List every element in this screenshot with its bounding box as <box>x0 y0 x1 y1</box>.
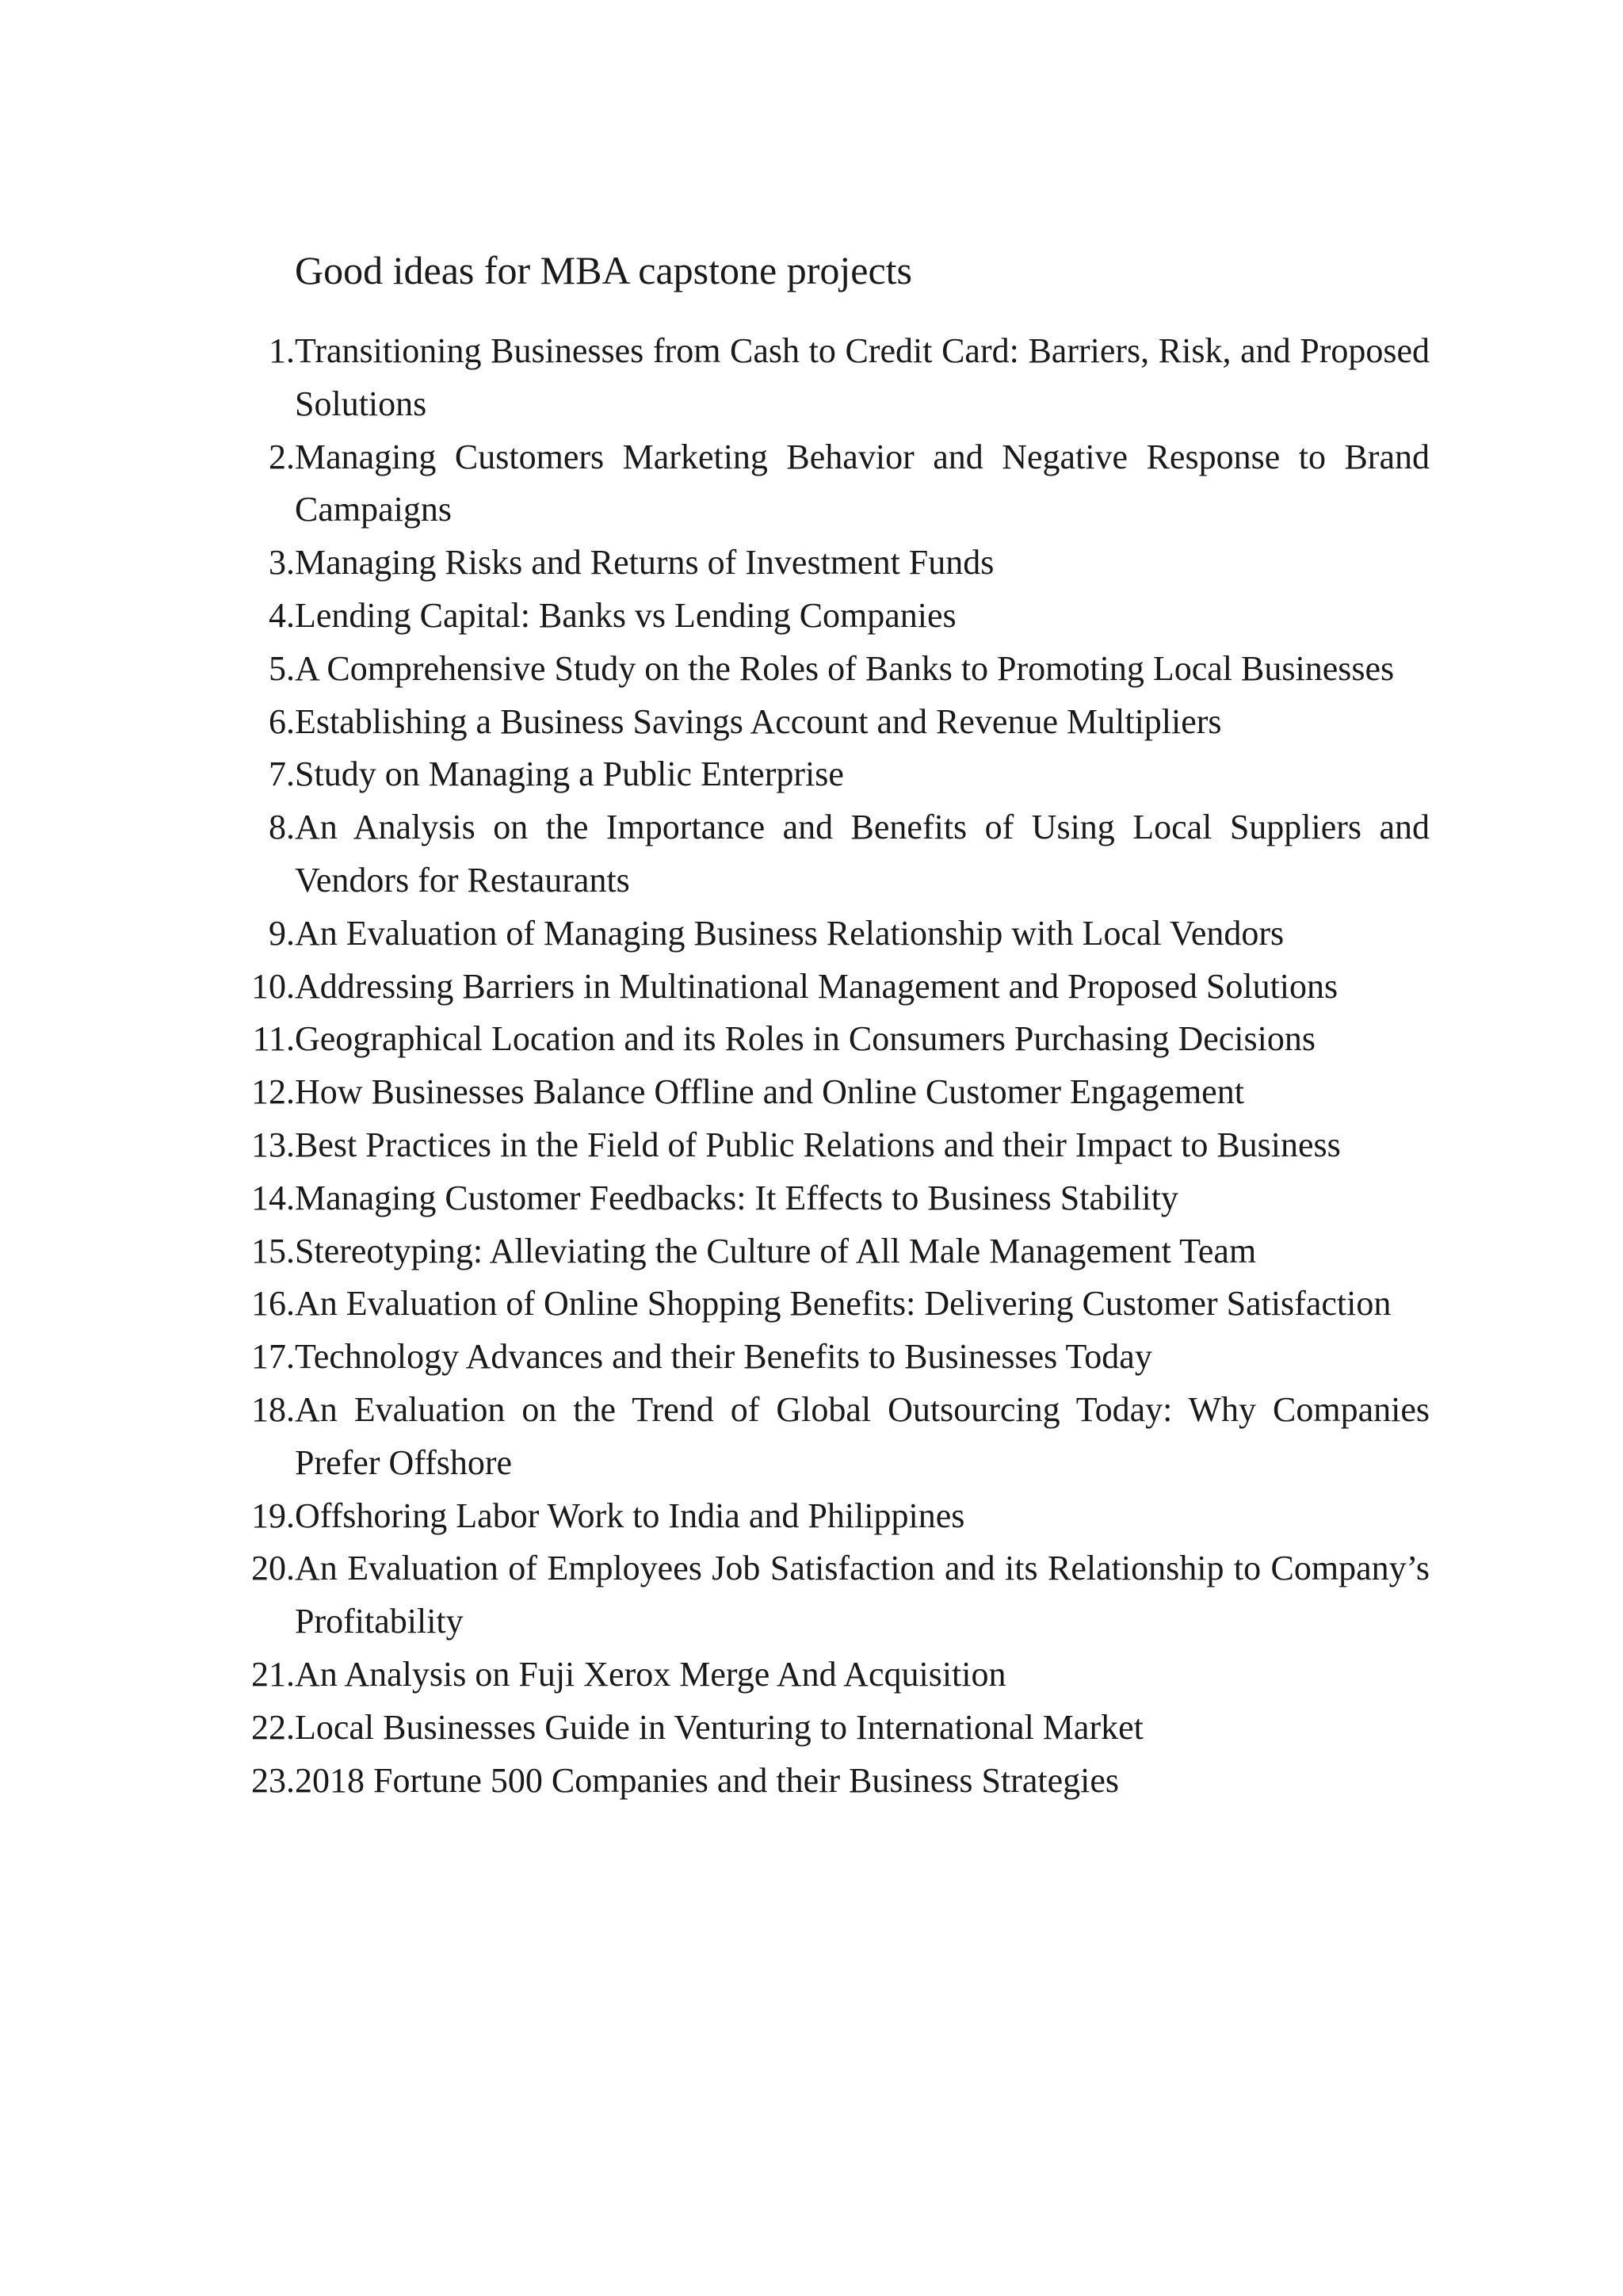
list-item <box>238 325 1430 431</box>
list-item <box>238 748 1430 801</box>
list-item <box>238 590 1430 643</box>
list-item-text: An Analysis on the Importance and Benefits of Using Local Suppliers and Vendors for Restaurants <box>295 808 1430 900</box>
project-ideas-list <box>238 325 1430 1807</box>
list-item-text: Offshoring Labor Work to India and Philippines <box>295 1496 965 1535</box>
list-item-text: Study on Managing a Public Enterprise <box>295 755 844 794</box>
list-item-text: Geographical Location and its Roles in Consumers Purchasing Decisions <box>295 1019 1316 1059</box>
list-item <box>238 1384 1430 1490</box>
list-item-text: Addressing Barriers in Multinational Management and Proposed Solutions <box>295 966 1338 1006</box>
list-item-number: 22. <box>251 1707 295 1747</box>
list-item <box>238 1702 1430 1755</box>
list-item-number: 17. <box>251 1337 295 1377</box>
list-item <box>238 643 1430 696</box>
list-item-number: 1. <box>269 331 295 370</box>
list-item <box>238 696 1430 749</box>
list-item-number: 12. <box>251 1072 295 1112</box>
list-item-number: 9. <box>269 913 295 953</box>
list-item <box>238 801 1430 907</box>
list-item <box>238 907 1430 961</box>
list-item-number: 16. <box>251 1284 295 1324</box>
list-item-number: 14. <box>251 1178 295 1217</box>
list-item-number: 18. <box>251 1389 295 1429</box>
list-item-text: Local Businesses Guide in Venturing to International Market <box>295 1707 1144 1747</box>
list-item <box>238 1013 1430 1066</box>
list-item <box>238 1066 1430 1119</box>
list-item-text: Stereotyping: Alleviating the Culture of All Male Management Team <box>295 1231 1257 1270</box>
list-item-text: Best Practices in the Field of Public Relations and their Impact to Business <box>295 1125 1341 1164</box>
list-item-text: An Analysis on Fuji Xerox Merge And Acquisition <box>295 1654 1006 1694</box>
list-item <box>238 1490 1430 1543</box>
list-item-number: 19. <box>251 1496 295 1535</box>
list-item-text: A Comprehensive Study on the Roles of Banks to Promoting Local Businesses <box>295 648 1395 688</box>
list-item <box>238 1331 1430 1384</box>
list-item-number: 15. <box>251 1231 295 1270</box>
list-item-number: 11. <box>252 1019 295 1059</box>
list-item-text: Managing Customer Feedbacks: It Effects to Business Stability <box>295 1178 1178 1217</box>
list-item-number: 2. <box>269 437 295 476</box>
list-item <box>238 431 1430 537</box>
list-item <box>238 1542 1430 1648</box>
list-item-number: 4. <box>269 595 295 635</box>
list-item-text: How Businesses Balance Offline and Online Customer Engagement <box>295 1072 1244 1112</box>
list-item-number: 23. <box>251 1760 295 1800</box>
list-item-text: An Evaluation of Employees Job Satisfaction and its Relationship to Company’s Profitability <box>295 1549 1430 1641</box>
list-item <box>238 1278 1430 1331</box>
list-item <box>238 1119 1430 1172</box>
list-item <box>238 1172 1430 1225</box>
list-item <box>238 1755 1430 1808</box>
list-item-number: 21. <box>251 1654 295 1694</box>
list-item-number: 5. <box>269 648 295 688</box>
list-item-text: Managing Risks and Returns of Investment Funds <box>295 543 995 583</box>
list-item <box>238 1648 1430 1702</box>
list-item-number: 6. <box>269 701 295 741</box>
list-item-text: An Evaluation of Managing Business Relationship with Local Vendors <box>295 913 1285 953</box>
list-item-number: 10. <box>251 966 295 1006</box>
list-item-number: 20. <box>251 1549 295 1588</box>
list-item-text: 2018 Fortune 500 Companies and their Business Strategies <box>295 1760 1119 1800</box>
list-item <box>238 961 1430 1014</box>
list-item-number: 8. <box>269 808 295 847</box>
list-item-text: Establishing a Business Savings Account and Revenue Multipliers <box>295 701 1222 741</box>
list-item-text: Technology Advances and their Benefits to Businesses Today <box>295 1337 1152 1377</box>
list-item-text: An Evaluation of Online Shopping Benefits: Delivering Customer Satisfaction <box>295 1284 1392 1324</box>
list-item-text: An Evaluation on the Trend of Global Outsourcing Today: Why Companies Prefer Offshore <box>295 1389 1430 1482</box>
list-item-text: Managing Customers Marketing Behavior and Negative Response to Brand Campaigns <box>295 437 1430 529</box>
list-item <box>238 1225 1430 1278</box>
list-item-number: 7. <box>269 755 295 794</box>
list-item-text: Transitioning Businesses from Cash to Credit Card: Barriers, Risk, and Proposed Solutions <box>295 331 1430 423</box>
list-item-number: 3. <box>269 543 295 583</box>
list-item-text: Lending Capital: Banks vs Lending Companies <box>295 595 957 635</box>
document-title: Good ideas for MBA capstone projects <box>295 248 913 292</box>
list-item-number: 13. <box>251 1125 295 1164</box>
list-item <box>238 537 1430 590</box>
